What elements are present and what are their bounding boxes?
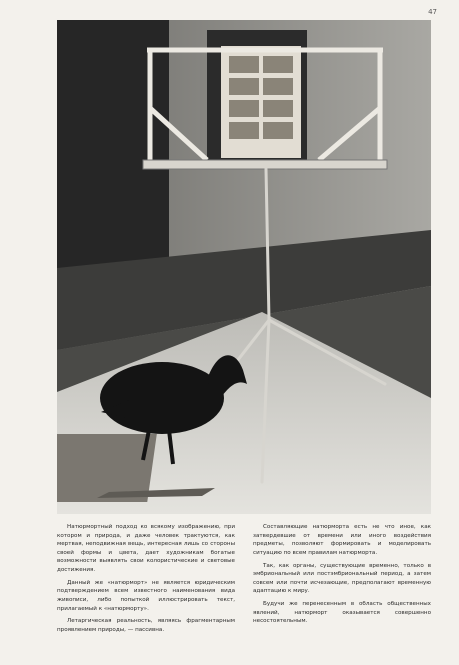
photograph (57, 20, 431, 514)
text-column-left (57, 523, 235, 661)
paragraph: Летаргическая реальность, являясь фрагментарным проявлением природы, — пассивна. (57, 618, 235, 633)
page-number: 47 (428, 8, 437, 16)
paragraph: Так, как органы, существующие временно, только в эмбриональный или постэмбриональный период, а затем совсем или почти исчезающие, предполагают временную адаптацию к миру. (253, 562, 431, 595)
text-column-right (253, 523, 431, 661)
paragraph: Натюрмортный подход ко всякому изображению, при котором и природа, и даже человек трактуются, как мертвая, неподвижная вещь, интересная лишь со стороны своей формы и цвета, дает художникам богатые возможности выявлять свои колористические и световые достижения. (57, 524, 235, 573)
paragraph: Данный же «натюрморт» не является юридическим подтверждением всем известного наименования вида живописи, либо попыткой иллюстрировать текст, прилагаемый к «натюрморту». (57, 579, 235, 612)
paragraph: Будучи же перенесенным в область общественных явлений, натюрморт оказывается совершенно несостоятельным. (253, 601, 431, 625)
music-stand-bird-photo (57, 20, 431, 514)
paragraph: Составляющие натюрморта есть не что иное, как затвердевшие от времени или иного воздействия предметы, позволяют формировать и моделировать ситуацию по всем правилам натюрморта. (253, 524, 431, 556)
stand-ledge (143, 160, 387, 169)
article-text (57, 523, 431, 661)
